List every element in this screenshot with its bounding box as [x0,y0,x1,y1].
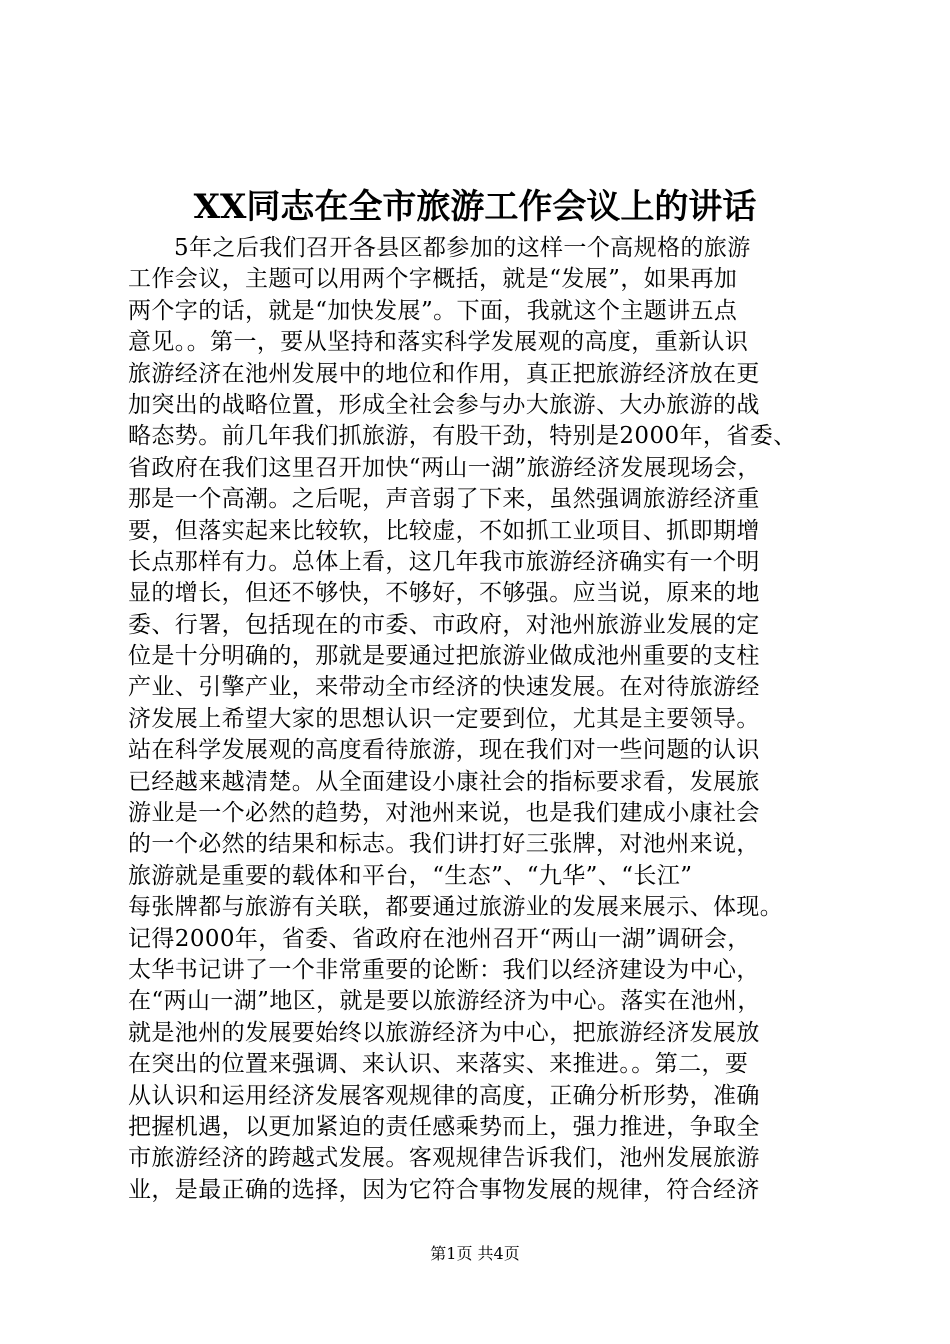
body-line: 产业、引擎产业，来带动全市经济的快速发展。在对待旅游经 [128,674,760,701]
body-line: 每张牌都与旅游有关联，都要通过旅游业的发展来展示、体现。 [128,894,784,921]
body-line: 要，但落实起来比较软，比较虚，不如抓工业项目、抓即期增 [128,517,760,544]
body-line: 工作会议，主题可以用两个字概括，就是“发展”，如果再加 [128,266,738,293]
body-line: 从认识和运用经济发展客观规律的高度，正确分析形势，准确 [128,1082,760,1109]
body-line: 游业是一个必然的趋势，对池州来说，也是我们建成小康社会 [128,800,760,827]
body-line: 位是十分明确的，那就是要通过把旅游业做成池州重要的支柱 [128,643,760,670]
body-line: 长点那样有力。总体上看，这几年我市旅游经济确实有一个明 [128,548,760,575]
body-line: 那是一个高潮。之后呢，声音弱了下来，虽然强调旅游经济重 [128,486,760,513]
body-line: 在突出的位置来强调、来认识、来落实、来推进。。第二，要 [128,1051,749,1078]
body-line: 在“两山一湖”地区，就是要以旅游经济为中心。落实在池州， [128,988,761,1015]
document-title: XX同志在全市旅游工作会议上的讲话 [193,187,757,227]
body-line: 加突出的战略位置，形成全社会参与办大旅游、大办旅游的战 [128,391,760,418]
body-line: 太华书记讲了一个非常重要的论断：我们以经济建设为中心， [128,956,760,983]
body-line: 市旅游经济的跨越式发展。客观规律告诉我们，池州发展旅游 [128,1145,760,1172]
body-line: 意见。。第一，要从坚持和落实科学发展观的高度，重新认识 [128,329,749,356]
body-line: 站在科学发展观的高度看待旅游，现在我们对一些问题的认识 [128,737,760,764]
body-line: 就是池州的发展要始终以旅游经济为中心，把旅游经济发展放 [128,1019,760,1046]
body-line: 显的增长，但还不够快，不够好，不够强。应当说，原来的地 [128,580,760,607]
body-line: 略态势。前几年我们抓旅游，有股干劲，特别是2000年，省委、 [128,423,797,450]
body-line: 5年之后我们召开各县区都参加的这样一个高规格的旅游 [174,235,751,261]
body-line: 两个字的话，就是“加快发展”。下面，我就这个主题讲五点 [128,297,738,324]
body-line: 旅游经济在池州发展中的地位和作用，真正把旅游经济放在更 [128,360,760,387]
body-line: 已经越来越清楚。从全面建设小康社会的指标要求看，发展旅 [128,768,760,795]
body-line: 委、行署，包括现在的市委、市政府，对池州旅游业发展的定 [128,611,760,638]
body-line: 把握机遇，以更加紧迫的责任感乘势而上，强力推进，争取全 [128,1113,760,1140]
body-line: 的一个必然的结果和标志。我们讲打好三张牌，对池州来说， [128,831,760,858]
body-line: 业，是最正确的选择，因为它符合事物发展的规律，符合经济 [128,1176,760,1203]
body-line: 济发展上希望大家的思想认识一定要到位，尤其是主要领导。 [128,705,760,732]
body-line: 记得2000年，省委、省政府在池州召开“两山一湖”调研会， [128,925,751,952]
body-line: 省政府在我们这里召开加快“两山一湖”旅游经济发展现场会， [128,454,761,481]
body-line: 旅游就是重要的载体和平台，“生态”、“九华”、“长江” [128,862,693,889]
document-body [128,233,828,1206]
page-footer: 第1页 共4页 [430,1244,520,1263]
